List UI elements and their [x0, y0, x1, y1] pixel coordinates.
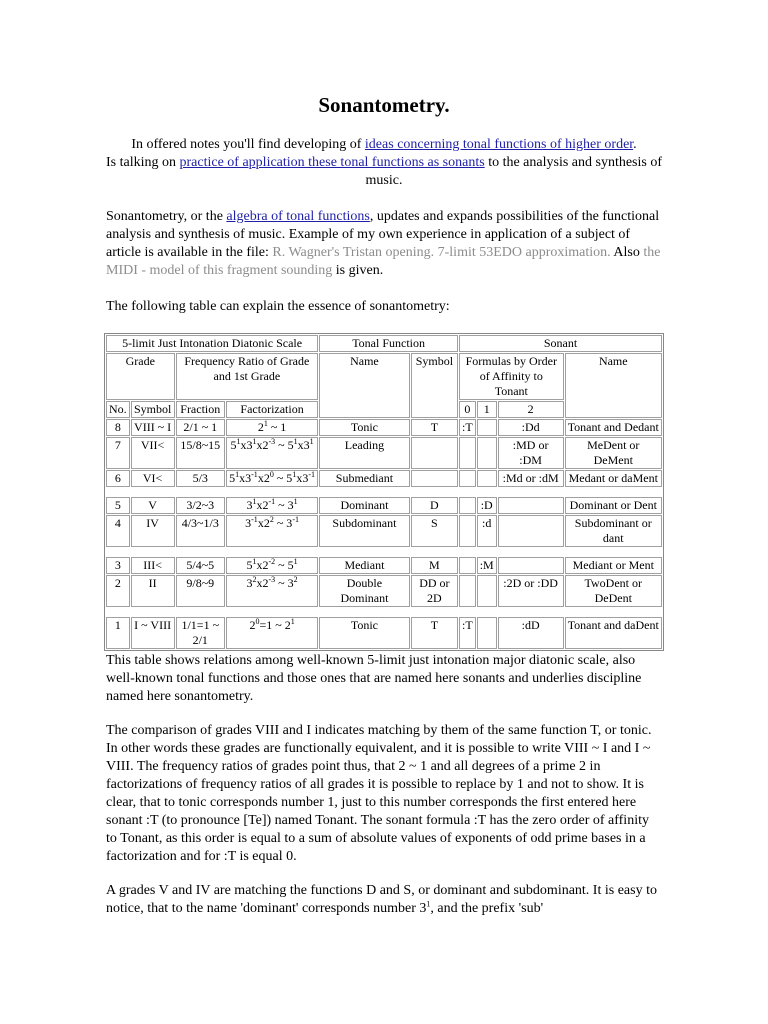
- header-factorization: Factorization: [226, 401, 318, 418]
- factorization-cell: $3^2x2^{-3}$ ~ $3^2$: [226, 575, 318, 607]
- table-group-header-row: [106, 335, 662, 352]
- header-formulas: Formulas by Order of Affinity to Tonant: [459, 353, 563, 400]
- table-row: 4 IV 4/3~1/3 $3^{-1}x2^2$ ~ $3^{-1}$ Subdominant S :d Subdominant or dant: [106, 515, 662, 547]
- tristan-file-link[interactable]: R. Wagner's Tristan opening. 7-limit 53EDO approximation.: [272, 245, 611, 260]
- table-spacer-row: [106, 488, 662, 496]
- factorization-cell: $5^1x3^1x2^{-3}$ ~ $5^1x3^1$: [226, 437, 318, 469]
- table-explanation-paragraph: This table shows relations among well-known 5-limit just intonation major diatonic scale, also well-known tonal functions and those ones that are named here sonants and underlies discipline named here sonantometry.: [106, 653, 642, 704]
- table-row: 6 VI< 5/3 $5^1x3^{-1}x2^0$ ~ $5^1x3^{-1}$ Submediant :Md or :dM Medant or daMent: [106, 470, 662, 487]
- table-row: 2 II 9/8~9 $3^2x2^{-3}$ ~ $3^2$ Double Dominant DD or 2D :2D or :DD TwoDent or DeDent: [106, 575, 662, 607]
- sonant-table-wrapper: [104, 333, 664, 651]
- sonantometry-paragraph: Sonantometry, or the algebra of tonal functions, updates and expands possibilities of the functional analysis and synthesis of music. Example of my own experience in application of a subject of article is available in the file: R. Wagner's Tristan opening. 7-limit 53EDO approximation. Also the MIDI - model of this fragment sounding is given.: [106, 209, 661, 278]
- header-fraction: Fraction: [176, 401, 225, 418]
- header-symbol: Symbol: [131, 401, 175, 418]
- header-scale: 5-limit Just Intonation Diatonic Scale: [106, 335, 318, 352]
- grades-comparison-paragraph: The comparison of grades VIII and I indicates matching by them of the same function T, or tonic. In other words these grades are functionally equivalent, and it is possible to write VIII ~ I and I ~ VIII. The frequency ratios of grades point thus, that 2 ~ 1 and all degrees of a prime 2 in factorizations of frequency ratios of all grades it is possible to replace by 1 and not to show. It is clear, that to tonic corresponds number 1, just to this number corresponds the first entered here sonant :T (to pronounce [Te]) named Tonant. The sonant formula :T has the zero order of affinity to Tonant, as this order is equal to a sum of absolute values of exponents of odd prime bases in a factorization and for :T is equal 0.: [106, 723, 652, 864]
- table-spacer-row: [106, 608, 662, 616]
- intro-paragraph: In offered notes you'll find developing of ideas concerning tonal functions of higher order. Is talking on practice of application these tonal functions as sonants to the analysis and synthesis of music.: [106, 137, 662, 188]
- table-row: 3 III< 5/4~5 $5^1x2^{-2}$ ~ $5^1$ Mediant M :M Mediant or Ment: [106, 557, 662, 574]
- ideas-link[interactable]: ideas concerning tonal functions of higher order: [364, 137, 634, 152]
- sonant-table: [104, 333, 664, 651]
- header-function-name: Name: [319, 353, 410, 418]
- factorization-cell: $2^0=1$ ~ $2^1$: [226, 617, 318, 649]
- header-order-1: 1: [477, 401, 497, 418]
- header-function-symbol: Symbol: [411, 353, 458, 418]
- header-order-2: 2: [498, 401, 564, 418]
- practice-link[interactable]: practice of application these tonal functions as sonants: [179, 155, 485, 170]
- factorization-cell: $5^1x2^{-2}$ ~ $5^1$: [226, 557, 318, 574]
- page-title: Sonantometry.: [318, 93, 450, 117]
- header-grade: Grade: [106, 353, 175, 400]
- header-sonant: Sonant: [459, 335, 662, 352]
- table-row: 8 VIII ~ I 2/1 ~ 1 $2^1$ ~ 1 Tonic T :T :Dd Tonant and Dedant: [106, 419, 662, 436]
- header-order-0: 0: [459, 401, 476, 418]
- table-sub-header-row: [106, 353, 662, 400]
- header-sonant-name: Name: [565, 353, 662, 418]
- factorization-cell: $3^1x2^{-1}$ ~ $3^1$: [226, 497, 318, 514]
- table-intro-paragraph: The following table can explain the essence of sonantometry:: [106, 299, 450, 314]
- factorization-cell: $5^1x3^{-1}x2^0$ ~ $5^1x3^{-1}$: [226, 470, 318, 487]
- header-no: No.: [106, 401, 130, 418]
- factorization-cell: $2^1$ ~ 1: [226, 419, 318, 436]
- table-row: 7 VII< 15/8~15 $5^1x3^1x2^{-3}$ ~ $5^1x3^1$ Leading :MD or :DM MeDent or DeMent: [106, 437, 662, 469]
- table-spacer-row: [106, 548, 662, 556]
- midi-model-link[interactable]: the MIDI - model of this fragment sounding: [106, 245, 661, 278]
- dominant-paragraph: A grades V and IV are matching the functions D and S, or dominant and subdominant. It is easy to notice, that to the name 'dominant' corresponds number $3^1$, and the prefix 'sub': [106, 883, 657, 916]
- algebra-link[interactable]: algebra of tonal functions: [226, 209, 370, 224]
- factorization-cell: $3^{-1}x2^2$ ~ $3^{-1}$: [226, 515, 318, 547]
- header-frequency-ratio: Frequency Ratio of Grade and 1st Grade: [176, 353, 319, 400]
- table-row: 1 I ~ VIII 1/1=1 ~ 2/1 $2^0=1$ ~ $2^1$ Tonic T :T :dD Tonant and daDent: [106, 617, 662, 649]
- header-tonal-function: Tonal Function: [319, 335, 458, 352]
- table-row: 5 V 3/2~3 $3^1x2^{-1}$ ~ $3^1$ Dominant D :D Dominant or Dent: [106, 497, 662, 514]
